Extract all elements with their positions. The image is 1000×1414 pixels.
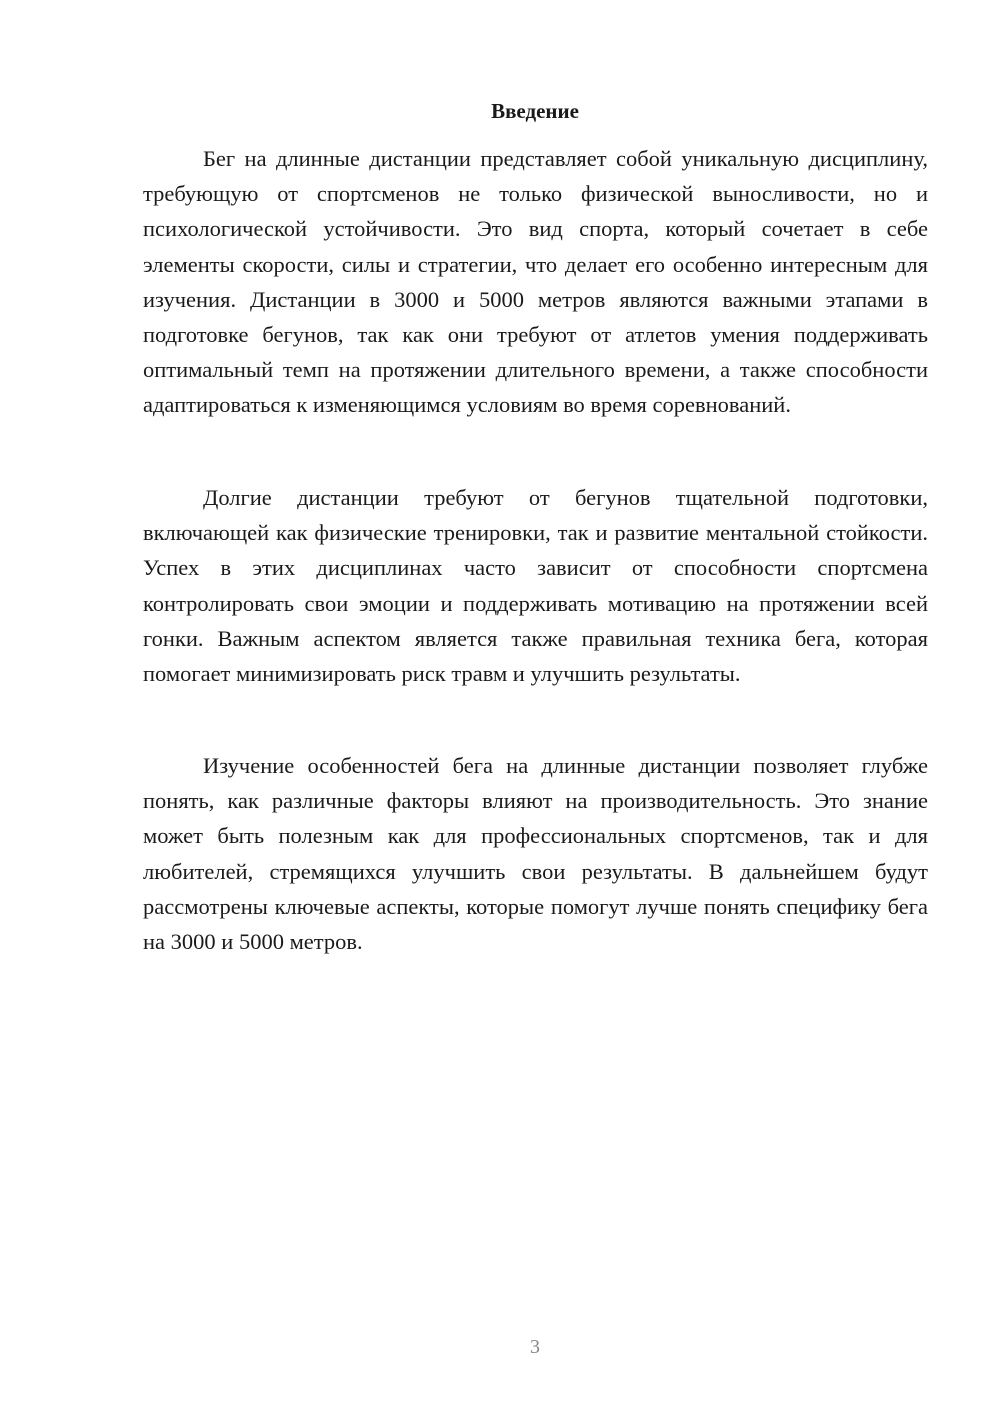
paragraph-1: Бег на длинные дистанции представляет собой уникальную дисциплину, требующую от спортсменов не только физической выносливости, но и психологической устойчивости. Это вид спорта, который сочетает в себе элементы скорости, силы и стратегии, что делает его особенно интересным для изучения. Дистанции в 3000 и 5000 метров являются важными этапами в подготовке бегунов, так как они требуют от атлетов умения поддерживать оптимальный темп на протяжении длительного времени, а также способности адаптироваться к изменяющимся условиям во время соревнований.	[143, 146, 928, 418]
paragraph-3: Изучение особенностей бега на длинные дистанции позволяет глубже понять, как различные факторы влияют на производительность. Это знание может быть полезным как для профессиональных спортсменов, так и для любителей, стремящихся улучшить свои результаты. В дальнейшем будут рассмотрены ключевые аспекты, которые помогут лучше понять специфику бега на 3000 и 5000 метров.	[143, 753, 928, 955]
paragraph-2: Долгие дистанции требуют от бегунов тщательной подготовки, включающей как физические тренировки, так и развитие ментальной стойкости. Успех в этих дисциплинах часто зависит от способности спортсмена контролировать свои эмоции и поддерживать мотивацию на протяжении всей гонки. Важным аспектом является также правильная техника бега, которая помогает минимизировать риск травм и улучшить результаты.	[143, 485, 928, 687]
section-heading: Введение	[491, 99, 579, 123]
page-number: 3	[530, 1336, 540, 1358]
